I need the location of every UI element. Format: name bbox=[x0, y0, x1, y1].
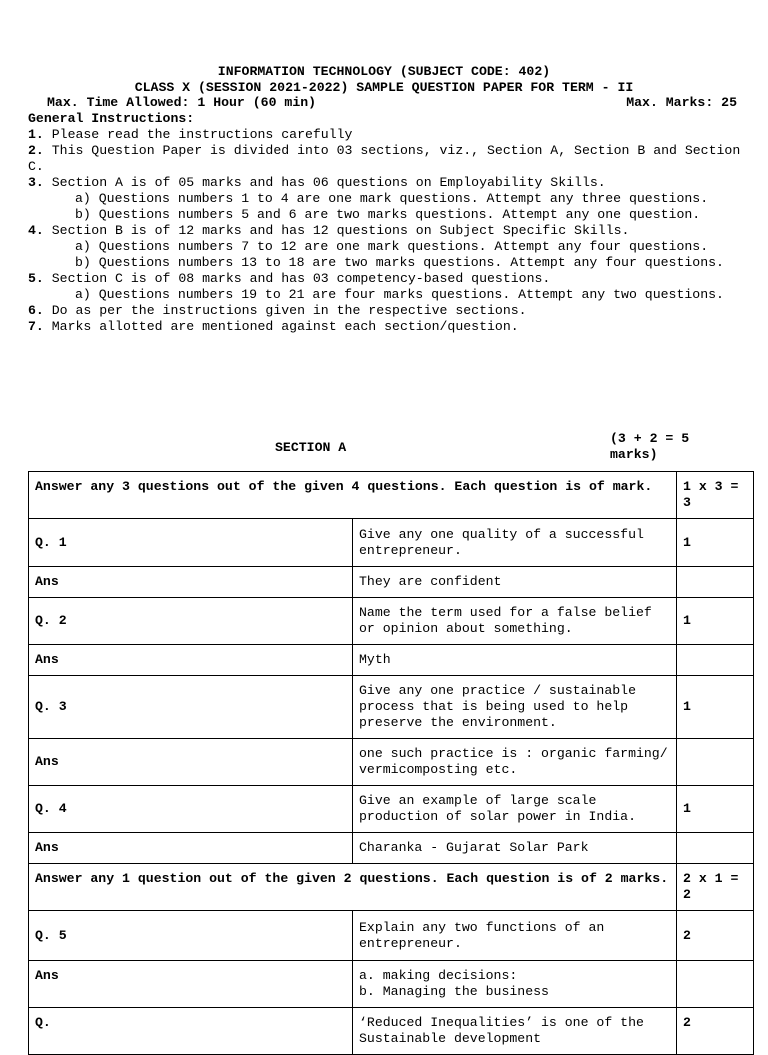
section-a-table bbox=[28, 471, 754, 1055]
answer-label: Ans bbox=[29, 833, 353, 864]
answer-marks-cell bbox=[677, 645, 754, 676]
question-number: Q. bbox=[29, 1008, 353, 1055]
instruction-number: 7. bbox=[28, 319, 44, 334]
section-a-marks: (3 + 2 = 5 marks) bbox=[610, 431, 690, 462]
max-marks: Max. Marks: 25 bbox=[626, 95, 737, 110]
instruction-6 bbox=[28, 303, 760, 319]
answer-marks-cell bbox=[677, 833, 754, 864]
answer-text: one such practice is : organic farming/ vermicomposting etc. bbox=[353, 739, 677, 786]
question-row-3 bbox=[29, 676, 754, 739]
instruction-sub-text: a) Questions numbers 1 to 4 are one mark questions. Attempt any three questions. bbox=[75, 191, 709, 206]
instruction-text: Please read the instructions carefully bbox=[43, 127, 353, 142]
part1-instruction-row bbox=[29, 472, 754, 519]
instruction-sub-text: a) Questions numbers 19 to 21 are four marks questions. Attempt any two questions. bbox=[75, 287, 724, 302]
question-text: Name the term used for a false belief or opinion about something. bbox=[353, 598, 677, 645]
answer-row-2 bbox=[29, 645, 754, 676]
question-text: ‘Reduced Inequalities’ is one of the Sustainable development bbox=[353, 1008, 677, 1055]
question-text: Give any one quality of a successful entrepreneur. bbox=[353, 519, 677, 567]
question-text: Give an example of large scale production of solar power in India. bbox=[353, 786, 677, 833]
instruction-2 bbox=[28, 143, 760, 175]
answer-label: Ans bbox=[29, 739, 353, 786]
answer-line: b. Managing the business bbox=[359, 984, 549, 999]
instruction-number: 1. bbox=[28, 127, 44, 142]
question-number: Q. 3 bbox=[29, 676, 353, 739]
instruction-number: 5. bbox=[28, 271, 44, 286]
instruction-5a bbox=[28, 287, 760, 303]
part2-instruction: Answer any 1 question out of the given 2 questions. Each question is of 2 marks. bbox=[29, 864, 677, 911]
instructions-title: General Instructions: bbox=[28, 111, 195, 126]
part2-instruction-row bbox=[29, 864, 754, 911]
answer-line: a. making decisions: bbox=[359, 968, 518, 983]
instruction-text: Do as per the instructions given in the respective sections. bbox=[43, 303, 527, 318]
instruction-sub-text: a) Questions numbers 7 to 12 are one mark questions. Attempt any four questions. bbox=[75, 239, 709, 254]
answer-row-3 bbox=[29, 739, 754, 786]
instruction-4b bbox=[28, 255, 760, 271]
instruction-text: This Question Paper is divided into 03 sections, viz., Section A, Section B and Section C. bbox=[28, 143, 741, 174]
answer-row-4 bbox=[29, 833, 754, 864]
question-marks: 1 bbox=[677, 519, 754, 567]
question-number: Q. 4 bbox=[29, 786, 353, 833]
question-number: Q. 5 bbox=[29, 911, 353, 961]
instruction-sub-text: b) Questions numbers 5 and 6 are two marks questions. Attempt any one question. bbox=[75, 207, 701, 222]
question-row-4 bbox=[29, 786, 754, 833]
answer-text: Charanka - Gujarat Solar Park bbox=[353, 833, 677, 864]
question-marks: 1 bbox=[677, 786, 754, 833]
answer-text: They are confident bbox=[353, 567, 677, 598]
instruction-5 bbox=[28, 271, 760, 287]
instruction-text: Marks allotted are mentioned against each section/question. bbox=[43, 319, 519, 334]
answer-text bbox=[353, 961, 677, 1008]
instruction-3b bbox=[28, 207, 760, 223]
instruction-4 bbox=[28, 223, 760, 239]
part1-marks: 1 x 3 = 3 bbox=[677, 472, 754, 519]
instruction-3 bbox=[28, 175, 760, 191]
answer-label: Ans bbox=[29, 645, 353, 676]
instruction-1 bbox=[28, 127, 760, 143]
general-instructions bbox=[28, 111, 760, 335]
paper-header bbox=[0, 64, 768, 96]
question-text: Explain any two functions of an entrepreneur. bbox=[353, 911, 677, 961]
instruction-text: Section C is of 08 marks and has 03 competency-based questions. bbox=[43, 271, 551, 286]
answer-row-5 bbox=[29, 961, 754, 1008]
instruction-4a bbox=[28, 239, 760, 255]
time-marks-row bbox=[47, 95, 737, 111]
answer-label: Ans bbox=[29, 567, 353, 598]
instruction-7 bbox=[28, 319, 760, 335]
instruction-text: Section A is of 05 marks and has 06 questions on Employability Skills. bbox=[43, 175, 606, 190]
question-row-6 bbox=[29, 1008, 754, 1055]
answer-marks-cell bbox=[677, 567, 754, 598]
answer-marks-cell bbox=[677, 739, 754, 786]
section-a-title: SECTION A bbox=[275, 440, 347, 455]
part2-marks: 2 x 1 = 2 bbox=[677, 864, 754, 911]
question-row-5 bbox=[29, 911, 754, 961]
answer-marks-cell bbox=[677, 961, 754, 1008]
part1-instruction: Answer any 3 questions out of the given 4 questions. Each question is of mark. bbox=[29, 472, 677, 519]
instruction-number: 2. bbox=[28, 143, 44, 158]
instruction-number: 4. bbox=[28, 223, 44, 238]
time-allowed: Max. Time Allowed: 1 Hour (60 min) bbox=[47, 95, 317, 110]
subject-title: INFORMATION TECHNOLOGY (SUBJECT CODE: 402) bbox=[217, 64, 551, 79]
answer-text: Myth bbox=[353, 645, 677, 676]
instruction-3a bbox=[28, 191, 760, 207]
class-session-title: CLASS X (SESSION 2021-2022) SAMPLE QUESTION PAPER FOR TERM - II bbox=[134, 80, 634, 95]
answer-label: Ans bbox=[29, 961, 353, 1008]
question-number: Q. 1 bbox=[29, 519, 353, 567]
question-text: Give any one practice / sustainable process that is being used to help preserve the environment. bbox=[353, 676, 677, 739]
section-a-header bbox=[0, 431, 768, 467]
answer-row-1 bbox=[29, 567, 754, 598]
instruction-sub-text: b) Questions numbers 13 to 18 are two marks questions. Attempt any four questions. bbox=[75, 255, 724, 270]
instruction-number: 3. bbox=[28, 175, 44, 190]
question-marks: 1 bbox=[677, 676, 754, 739]
question-marks: 1 bbox=[677, 598, 754, 645]
question-marks: 2 bbox=[677, 1008, 754, 1055]
question-number: Q. 2 bbox=[29, 598, 353, 645]
question-row-1 bbox=[29, 519, 754, 567]
question-row-2 bbox=[29, 598, 754, 645]
instruction-text: Section B is of 12 marks and has 12 questions on Subject Specific Skills. bbox=[43, 223, 630, 238]
question-marks: 2 bbox=[677, 911, 754, 961]
instruction-number: 6. bbox=[28, 303, 44, 318]
